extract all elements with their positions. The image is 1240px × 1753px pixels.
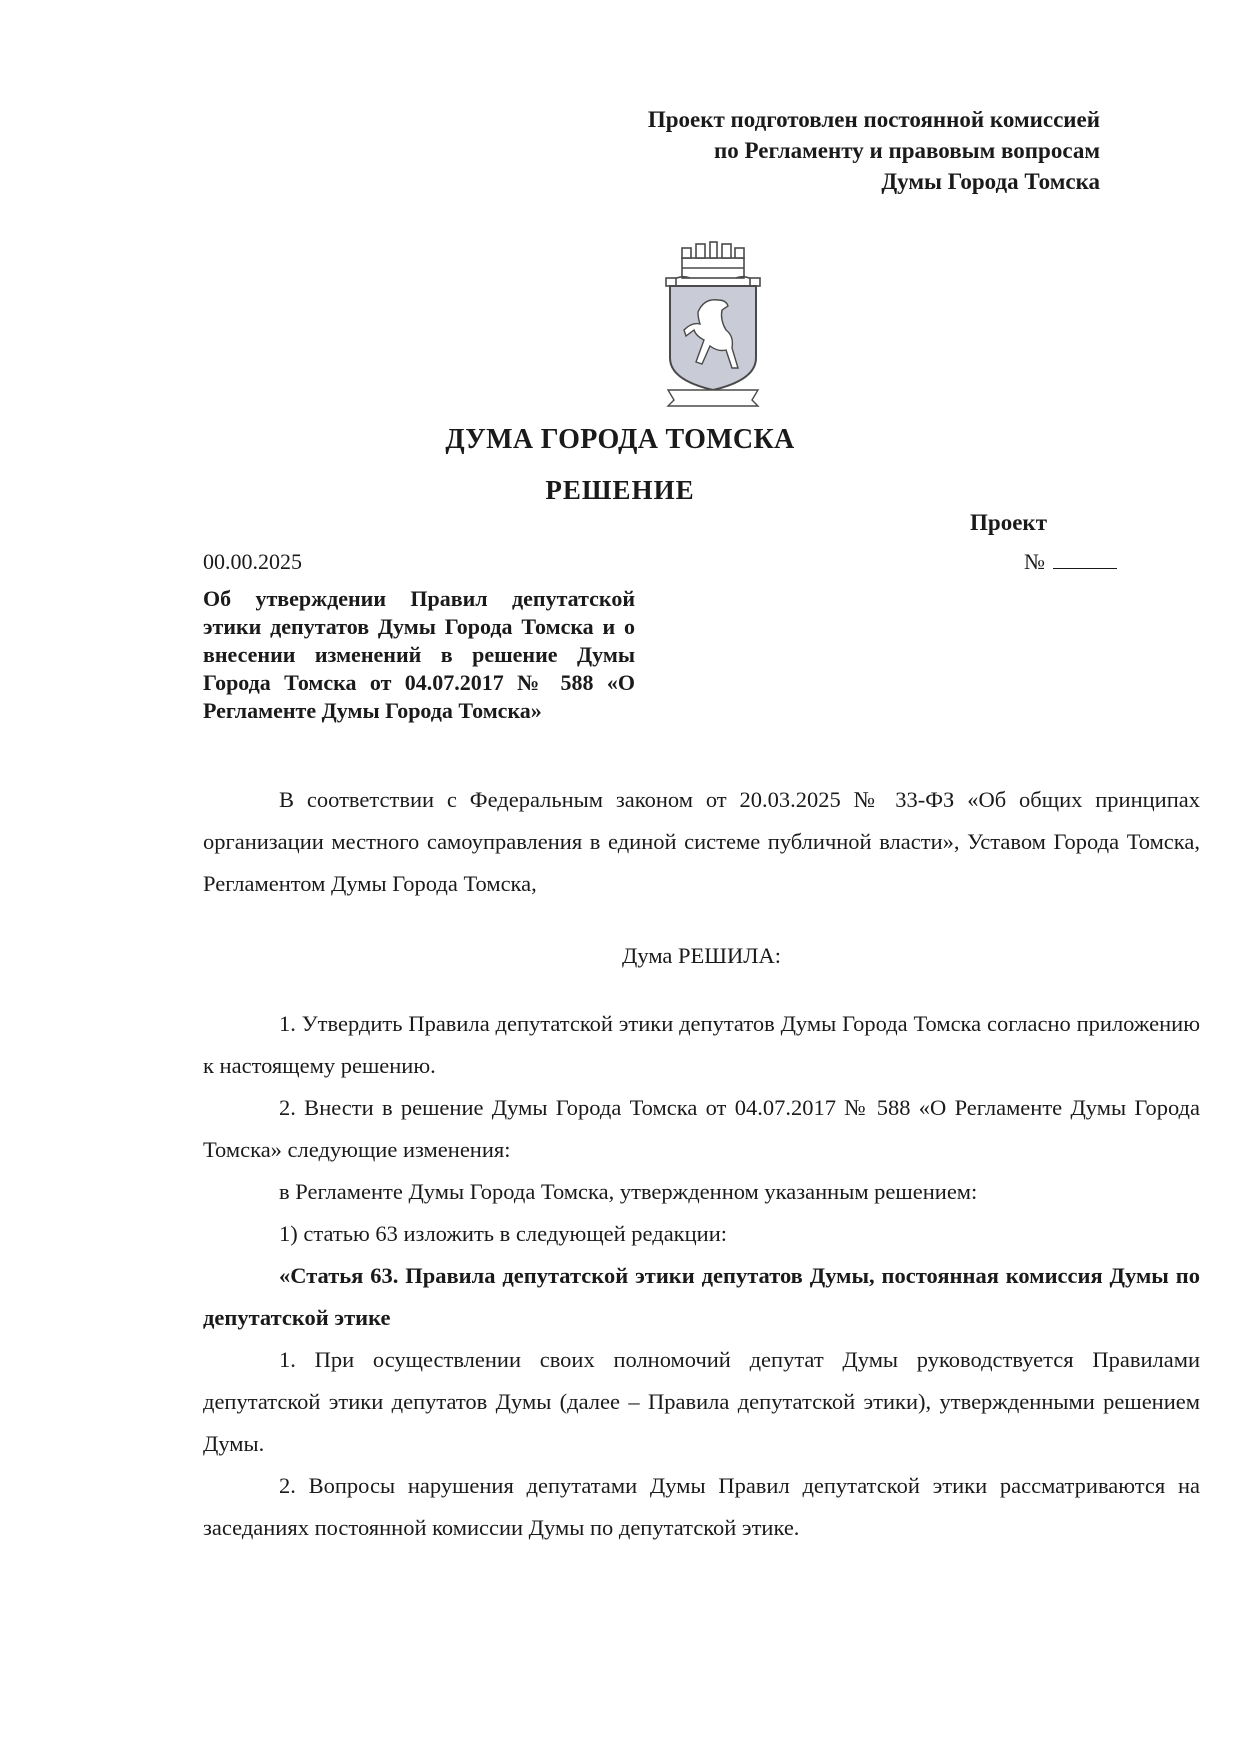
coat-of-arms-icon <box>660 240 766 408</box>
draft-label: Проект <box>970 510 1047 535</box>
document-subject: Об утверждении Правил депутатской этики депутатов Думы Города Томска и о внесении изменений в решение Думы Города Томска от 04.07.2017 № 588 «О Регламенте Думы Города Томска» <box>203 586 635 723</box>
header-note-line-3: Думы Города Томска <box>881 169 1100 194</box>
document-body <box>203 779 1200 1549</box>
regulation-paragraph: в Регламенте Думы Города Томска, утвержденном указанным решением: <box>279 1179 978 1204</box>
organization-title: ДУМА ГОРОДА ТОМСКА <box>445 424 795 455</box>
document-number-label: № <box>1024 549 1045 574</box>
header-note <box>648 104 1100 197</box>
document-number-blank <box>1053 550 1117 569</box>
header-note-line-1: Проект подготовлен постоянной комиссией <box>647 107 1100 132</box>
article-point-1: 1. При осуществлении своих полномочий депутат Думы руководствуется Правилами депутатской этики депутатов Думы (далее – Правила депутатской этики), утвержденными решением Думы. <box>203 1347 1200 1456</box>
article-63-title: «Статья 63. Правила депутатской этики депутатов Думы, постоянная комиссия Думы по депутатской этике <box>203 1263 1200 1330</box>
document-type-title: РЕШЕНИЕ <box>545 475 695 505</box>
decided-heading: Дума РЕШИЛА: <box>622 943 781 968</box>
item-2-paragraph: 2. Внести в решение Думы Города Томска от 04.07.2017 № 588 «О Регламенте Думы Города Томска» следующие изменения: <box>203 1095 1200 1162</box>
preamble-paragraph: В соответствии с Федеральным законом от 20.03.2025 № 33-ФЗ «Об общих принципах организации местного самоуправления в единой системе публичной власти», Уставом Города Томска, Регламентом Думы Города Томска, <box>203 787 1200 896</box>
header-note-line-2: по Регламенту и правовым вопросам <box>713 138 1100 163</box>
item-1-paragraph: 1. Утвердить Правила депутатской этики депутатов Думы Города Томска согласно приложению к настоящему решению. <box>203 1011 1200 1078</box>
crown-icon <box>666 242 760 286</box>
article-point-2: 2. Вопросы нарушения депутатами Думы Правил депутатской этики рассматриваются на заседаниях постоянной комиссии Думы по депутатской этике. <box>203 1473 1200 1540</box>
ribbon-icon <box>668 390 758 406</box>
document-number <box>1024 549 1117 575</box>
subitem-1-paragraph: 1) статью 63 изложить в следующей редакции: <box>279 1221 727 1246</box>
document-date: 00.00.2025 <box>203 549 302 574</box>
